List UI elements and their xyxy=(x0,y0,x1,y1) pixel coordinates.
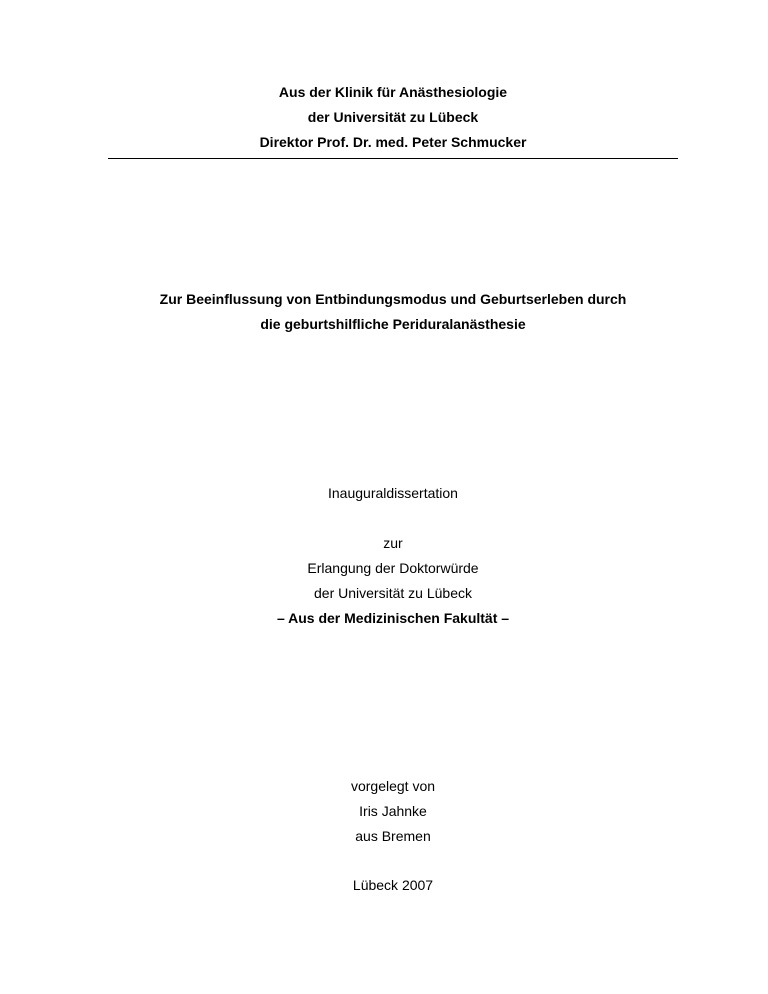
header-divider xyxy=(108,158,678,159)
dissertation-type: Inauguraldissertation xyxy=(328,485,458,501)
dissertation-faculty: – Aus der Medizinischen Fakultät – xyxy=(276,610,510,626)
title-line-2: die geburtshilfliche Periduralanästhesie xyxy=(260,316,526,332)
dissertation-zur: zur xyxy=(383,535,403,551)
clinic-name: Aus der Klinik für Anästhesiologie xyxy=(278,84,508,100)
place-year: Lübeck 2007 xyxy=(352,877,434,893)
university-name: der Universität zu Lübeck xyxy=(307,109,479,125)
presented-by: vorgelegt von xyxy=(350,778,436,794)
director-name: Direktor Prof. Dr. med. Peter Schmucker xyxy=(259,134,527,150)
dissertation-university: der Universität zu Lübeck xyxy=(314,585,472,601)
title-line-1: Zur Beeinflussung von Entbindungsmodus und Geburtserleben durch xyxy=(159,291,627,307)
author-name: Iris Jahnke xyxy=(359,803,427,819)
author-origin: aus Bremen xyxy=(355,828,431,844)
dissertation-purpose: Erlangung der Doktorwürde xyxy=(307,560,479,576)
